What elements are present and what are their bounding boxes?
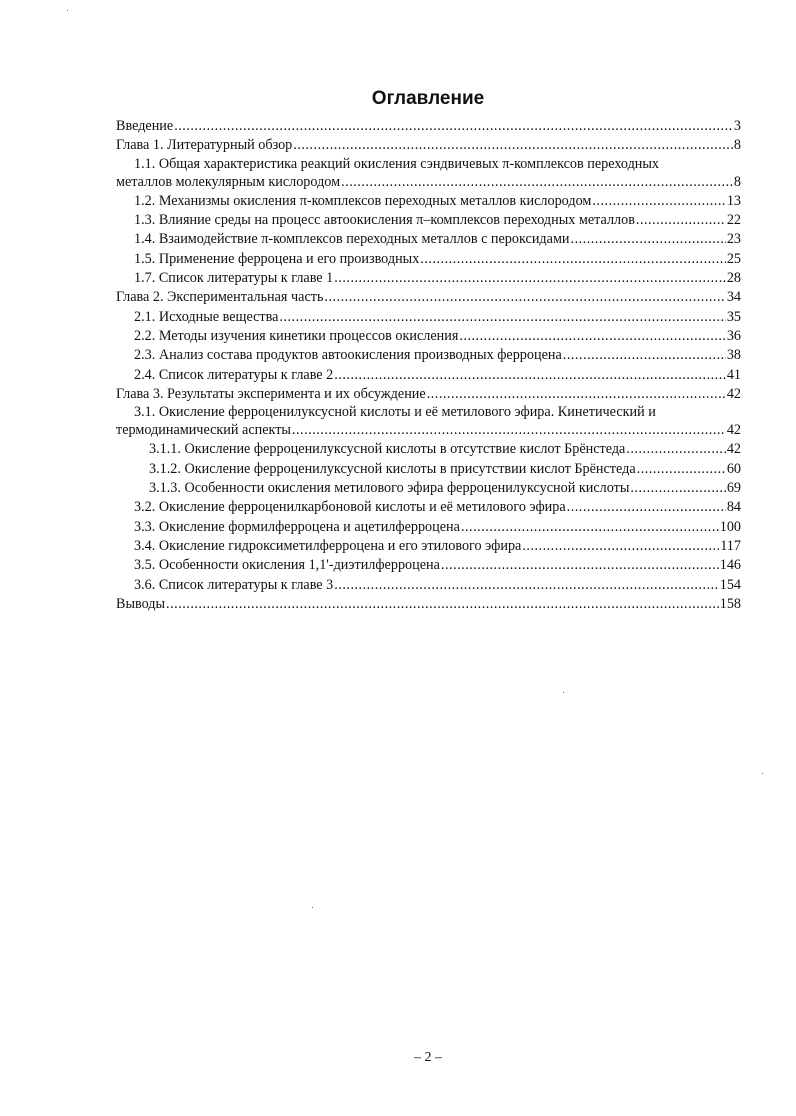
toc-dot-leader (563, 346, 726, 365)
toc-entry-title: Глава 3. Результаты эксперимента и их обсуждение (116, 385, 426, 402)
toc-entry (116, 117, 741, 136)
toc-entry-page-number: 42 (726, 422, 741, 439)
toc-dot-leader (626, 440, 725, 459)
toc-entry-page-number: 42 (726, 385, 741, 402)
page-number: – 2 – (414, 1050, 442, 1065)
toc-dot-leader (441, 556, 719, 575)
toc-dot-leader (341, 173, 733, 192)
toc-dot-leader (166, 595, 719, 614)
toc-dot-leader (324, 288, 725, 307)
toc-entry-title: 1.3. Влияние среды на процесс автоокисления π–комплексов переходных металлов (134, 212, 635, 229)
toc-entry (116, 479, 741, 498)
toc-dot-leader (637, 460, 726, 479)
toc-entry (116, 156, 741, 192)
toc-entry (116, 288, 741, 307)
toc-entry-title: 2.4. Список литературы к главе 2 (134, 366, 334, 383)
toc-entry-title: 1.4. Взаимодействие π-комплексов переходных металлов с пероксидами (134, 231, 570, 248)
toc-entry (116, 440, 741, 459)
toc-entry-title: термодинамический аспекты (116, 422, 291, 439)
toc-entry-page-number: 146 (719, 557, 741, 574)
toc-entry (116, 308, 741, 327)
toc-entry-page-number: 23 (726, 231, 741, 248)
toc-entry-title: 2.1. Исходные вещества (134, 308, 279, 325)
toc-entry-title: 1.2. Механизмы окисления π-комплексов переходных металлов кислородом (134, 192, 592, 209)
toc-entry-title-line: 3.1. Окисление ферроценилуксусной кислоты и её метилового эфира. Кинетический и (134, 404, 656, 421)
toc-entry-page-number: 22 (726, 212, 741, 229)
toc-entry (116, 269, 741, 288)
toc-entry-title: металлов молекулярным кислородом (116, 173, 341, 190)
toc-dot-leader (420, 250, 726, 269)
toc-dot-leader (174, 117, 733, 136)
toc-entry-page-number: 154 (719, 576, 741, 593)
toc-dot-leader (334, 269, 726, 288)
toc-entry (116, 537, 741, 556)
toc-entry-title: 1.7. Список литературы к главе 1 (134, 270, 334, 287)
toc-entry-title: Глава 1. Литературный обзор (116, 137, 293, 154)
toc-dot-leader (334, 576, 718, 595)
toc-dot-leader (461, 518, 719, 537)
toc-dot-leader (567, 498, 726, 517)
scan-speck (67, 10, 68, 11)
toc-entry-page-number: 60 (726, 460, 741, 477)
toc-entry-page-number: 41 (726, 366, 741, 383)
toc-entry (116, 192, 741, 211)
toc-entry-title: Введение (116, 118, 174, 134)
toc-dot-leader (571, 230, 726, 249)
toc-entry-page-number: 8 (733, 137, 741, 154)
toc-entry-page-number: 8 (733, 173, 741, 190)
toc-entry-title: Выводы (116, 595, 166, 612)
toc-entry-title: 3.1.1. Окисление ферроценилуксусной кислоты в отсутствие кислот Брёнстеда (149, 441, 626, 458)
toc-entry-title: 3.4. Окисление гидроксиметилферроцена и его этилового эфира (134, 537, 522, 554)
toc-entry (116, 576, 741, 595)
scan-speck (762, 773, 763, 774)
toc-dot-leader (334, 366, 726, 385)
toc-entry (116, 498, 741, 517)
toc-entry (116, 230, 741, 249)
toc-entry-page-number: 69 (726, 480, 741, 497)
toc-entry-title: 3.1.2. Окисление ферроценилуксусной кислоты в присутствии кислот Брёнстеда (149, 460, 636, 477)
toc-entry-page-number: 36 (726, 327, 741, 344)
toc-dot-leader (279, 308, 725, 327)
toc-entry-title: 3.6. Список литературы к главе 3 (134, 576, 334, 593)
toc-entry-title: 3.2. Окисление ферроценилкарбоновой кислоты и её метилового эфира (134, 499, 566, 516)
toc-entry (116, 385, 741, 404)
toc-dot-leader (293, 136, 733, 155)
toc-entry-title: 3.5. Особенности окисления 1,1'-диэтилферроцена (134, 557, 440, 574)
toc-entry-title: 2.3. Анализ состава продуктов автоокисления производных ферроцена (134, 347, 562, 364)
toc-entry-title-line: 1.1. Общая характеристика реакций окисления сэндвичевых π-комплексов переходных (134, 155, 660, 172)
toc-entry-title: 3.3. Окисление формилферроцена и ацетилферроцена (134, 518, 460, 535)
toc-entry-title: Глава 2. Экспериментальная часть (116, 289, 324, 306)
toc-entry (116, 366, 741, 385)
toc-entry (116, 327, 741, 346)
toc-entry-page-number: 38 (726, 347, 741, 364)
toc-dot-leader (636, 211, 726, 230)
toc-dot-leader (459, 327, 725, 346)
toc-entry (116, 346, 741, 365)
toc-entry (116, 211, 741, 230)
toc-dot-leader (522, 537, 719, 556)
toc-entry (116, 250, 741, 269)
toc-entry-title: 3.1.3. Особенности окисления метилового эфира ферроценилуксусной кислоты (149, 480, 630, 497)
toc-entry-page-number: 158 (719, 595, 741, 612)
toc-entry-page-number: 84 (726, 499, 741, 516)
table-of-contents (116, 117, 741, 614)
toc-entry (116, 136, 741, 155)
toc-entry-page-number: 100 (719, 518, 741, 535)
toc-entry-title: 2.2. Методы изучения кинетики процессов окисления (134, 327, 459, 344)
scan-speck (312, 907, 313, 908)
toc-entry (116, 556, 741, 575)
toc-dot-leader (592, 192, 725, 211)
toc-entry-page-number: 117 (720, 537, 741, 554)
toc-entry-page-number: 34 (726, 289, 741, 306)
toc-entry (116, 518, 741, 537)
toc-entry-page-number: 13 (726, 192, 741, 209)
toc-entry (116, 460, 741, 479)
toc-dot-leader (292, 421, 726, 440)
scan-speck (563, 692, 564, 693)
toc-entry-page-number: 42 (726, 441, 741, 458)
toc-dot-leader (427, 385, 726, 404)
page-title: Оглавление (371, 88, 485, 109)
toc-entry (116, 404, 741, 440)
toc-entry-title: 1.5. Применение ферроцена и его производных (134, 250, 420, 267)
toc-entry-page-number: 25 (726, 250, 741, 267)
toc-entry (116, 595, 741, 614)
toc-entry-page-number: 3 (733, 118, 741, 134)
toc-entry-page-number: 28 (726, 270, 741, 287)
toc-dot-leader (630, 479, 725, 498)
toc-entry-page-number: 35 (726, 308, 741, 325)
